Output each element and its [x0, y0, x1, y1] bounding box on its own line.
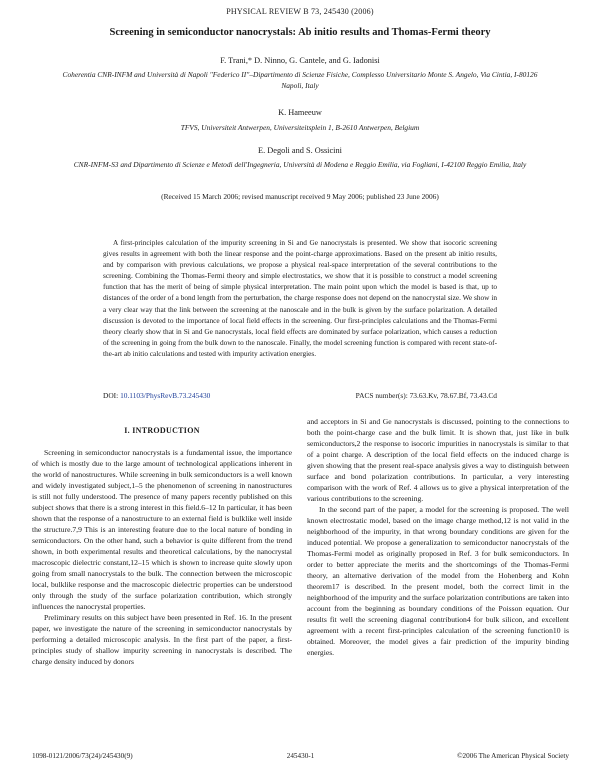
affiliation-2: TFVS, Universiteit Antwerpen, Universiteitsplein 1, B-2610 Antwerpen, Belgium — [180, 123, 420, 132]
doi-link[interactable]: 10.1103/PhysRevB.73.245430 — [120, 391, 211, 400]
authors-group-3: E. Degoli and S. Ossicini — [258, 146, 342, 155]
paragraph: In the second part of the paper, a model for the screening is proposed. The well known electrostatic model, based on the image charge method,12 is not valid in the neighborhood of the impurity, in that wrong boundary conditions are given for the induced potential. We propose a generalization to semiconductor nanocrystals of the Thomas-Fermi model as originally proposed in Ref. 3 for bulk semiconductors. In order to better appreciate the merits and the shortcomings of the Thomas-Fermi theory, an alternative derivation of the model from the Hohenberg and Kohn theorem17 is described. In the present model, both the correct limit in the neighborhood of the impurity and the surface polarization contributions are taken into account from the beginning as boundary conditions of the Poisson equation. Our results fit well the screening diagonal contribution4 for bulk silicon, and excellent agreement with a recent first-principles calculation of the screening function10 is obtained. Moreover, the model gives a fair prediction of the impurity binding energies. — [307, 505, 569, 657]
authors-group-2: K. Hameeuw — [278, 108, 322, 117]
received-dates: (Received 15 March 2006; revised manuscript received 9 May 2006; published 23 June 2006) — [161, 192, 439, 201]
doi-label: DOI: — [103, 391, 119, 400]
authors-group-1: F. Trani,* D. Ninno, G. Cantele, and G. Iadonisi — [220, 56, 380, 65]
copyright: ©2006 The American Physical Society — [457, 752, 569, 760]
page-number: 245430-1 — [286, 752, 315, 760]
left-column — [32, 447, 292, 667]
paragraph: Preliminary results on this subject have been presented in Ref. 16. In the present paper, we investigate the nature of the screening in semiconductor nanocrystals by performing a detailed microscopic analysis. In the first part of the paper, a first-principles study of shallow impurity screening in nanocrystals is described. The charge density induced by donors — [32, 613, 292, 666]
pacs-numbers: PACS number(s): 73.63.Kv, 78.67.Bf, 73.43.Cd — [355, 391, 497, 400]
footer-code: 1098-0121/2006/73(24)/245430(9) — [32, 752, 133, 760]
right-column — [307, 416, 569, 658]
paragraph: and acceptors in Si and Ge nanocrystals is discussed, pointing to the connections to both the point-charge case and the bulk limit. It is shown that, just like in bulk semiconductors,2 the response to isocoric impurities in nanocrystals is similar to that of a point charge. A description of the local field effects on the induced charge is given showing that the present real-space analysis gives a way to distinguish between surface and bond polarization contributions. In particular, a very interesting comparison with the work of Ref. 4 allows us to give a physical interpretation of the various contributions to the screening. — [307, 417, 569, 503]
paragraph: Screening in semiconductor nanocrystals is a fundamental issue, the importance of which is mostly due to the large amount of technological applications inherent in the world of nanostructures. While screening in bulk semiconductors is a well known and widely investigated subject,1–5 the phenomenon of screening in nanostructures is still not fully understood. The presence of many papers recently published on this subject shows that there is a strong interest in this field.6–12 In particular, it has been shown that the response of a nanostructure to an external field is bulklike well inside the structure.7,9 This is an interesting feature due to the local nature of bonding in semiconductors. On the other hand, such a behavior is quite different from the trend shown, in both experimental results and theoretical calculations, by the nanocrystal macroscopic dielectric constant,12–15 which is shown to increase quite slowly upon going from small nanocrystals to the bulk. The connection between the microscopic local, bulklike response and the macroscopic dielectric properties can be understood only through the study of the surface polarization contribution, which strongly influences the nanocrystal properties. — [32, 448, 292, 611]
page-footer — [32, 752, 569, 760]
running-head: PHYSICAL REVIEW B 73, 245430 (2006) — [226, 7, 374, 16]
doi-pacs-row — [103, 391, 497, 400]
affiliation-3: CNR-INFM-S3 and Dipartimento di Scienze e Metodi dell'Ingegneria, Università di Modena e Reggio Emilia, via Fogliani, I-42100 Reggio Emilia, Italy — [73, 160, 527, 169]
paper-title: Screening in semiconductor nanocrystals: Ab initio results and Thomas-Fermi theory — [109, 27, 491, 38]
abstract: A first-principles calculation of the impurity screening in Si and Ge nanocrystals is presented. We show that isocoric screening gives results in agreement with both the linear response and the point-charge approximations. Based on the present ab initio results, and by comparison with previous calculations, we propose a physical real-space interpretation of the several contributions to the screening. Combining the Thomas-Fermi theory and simple electrostatics, we show that it is possible to construct a model screening function that has the merit of being of simple physical interpretation. The main point upon which the model is based is that, up to distances of the order of a bond length from the perturbation, the charge response does not depend on the nanocrystal size. We show in a very clear way that the link between the screening at the nanoscale and in the bulk is given by the surface polarization. A detailed discussion is devoted to the importance of local field effects in the screening. Our first-principles calculations and the Thomas-Fermi theory clearly show that in Si and Ge nanocrystals, local field effects are dominated by surface polarization, which causes a reduction of the screening in going from the bulk down to the nanoscale. Finally, the model screening function is compared with recent state-of-the-art ab initio calculations and tested with impurity activation energies. — [103, 238, 497, 358]
affiliation-1: Coherentia CNR-INFM and Università di Napoli "Federico II"–Dipartimento di Scienze Fisiche, Complesso Universitario Monte S. Angelo, Via Cintia, I-80126 Napoli, Italy — [62, 70, 538, 90]
section-heading: I. INTRODUCTION — [124, 426, 200, 435]
